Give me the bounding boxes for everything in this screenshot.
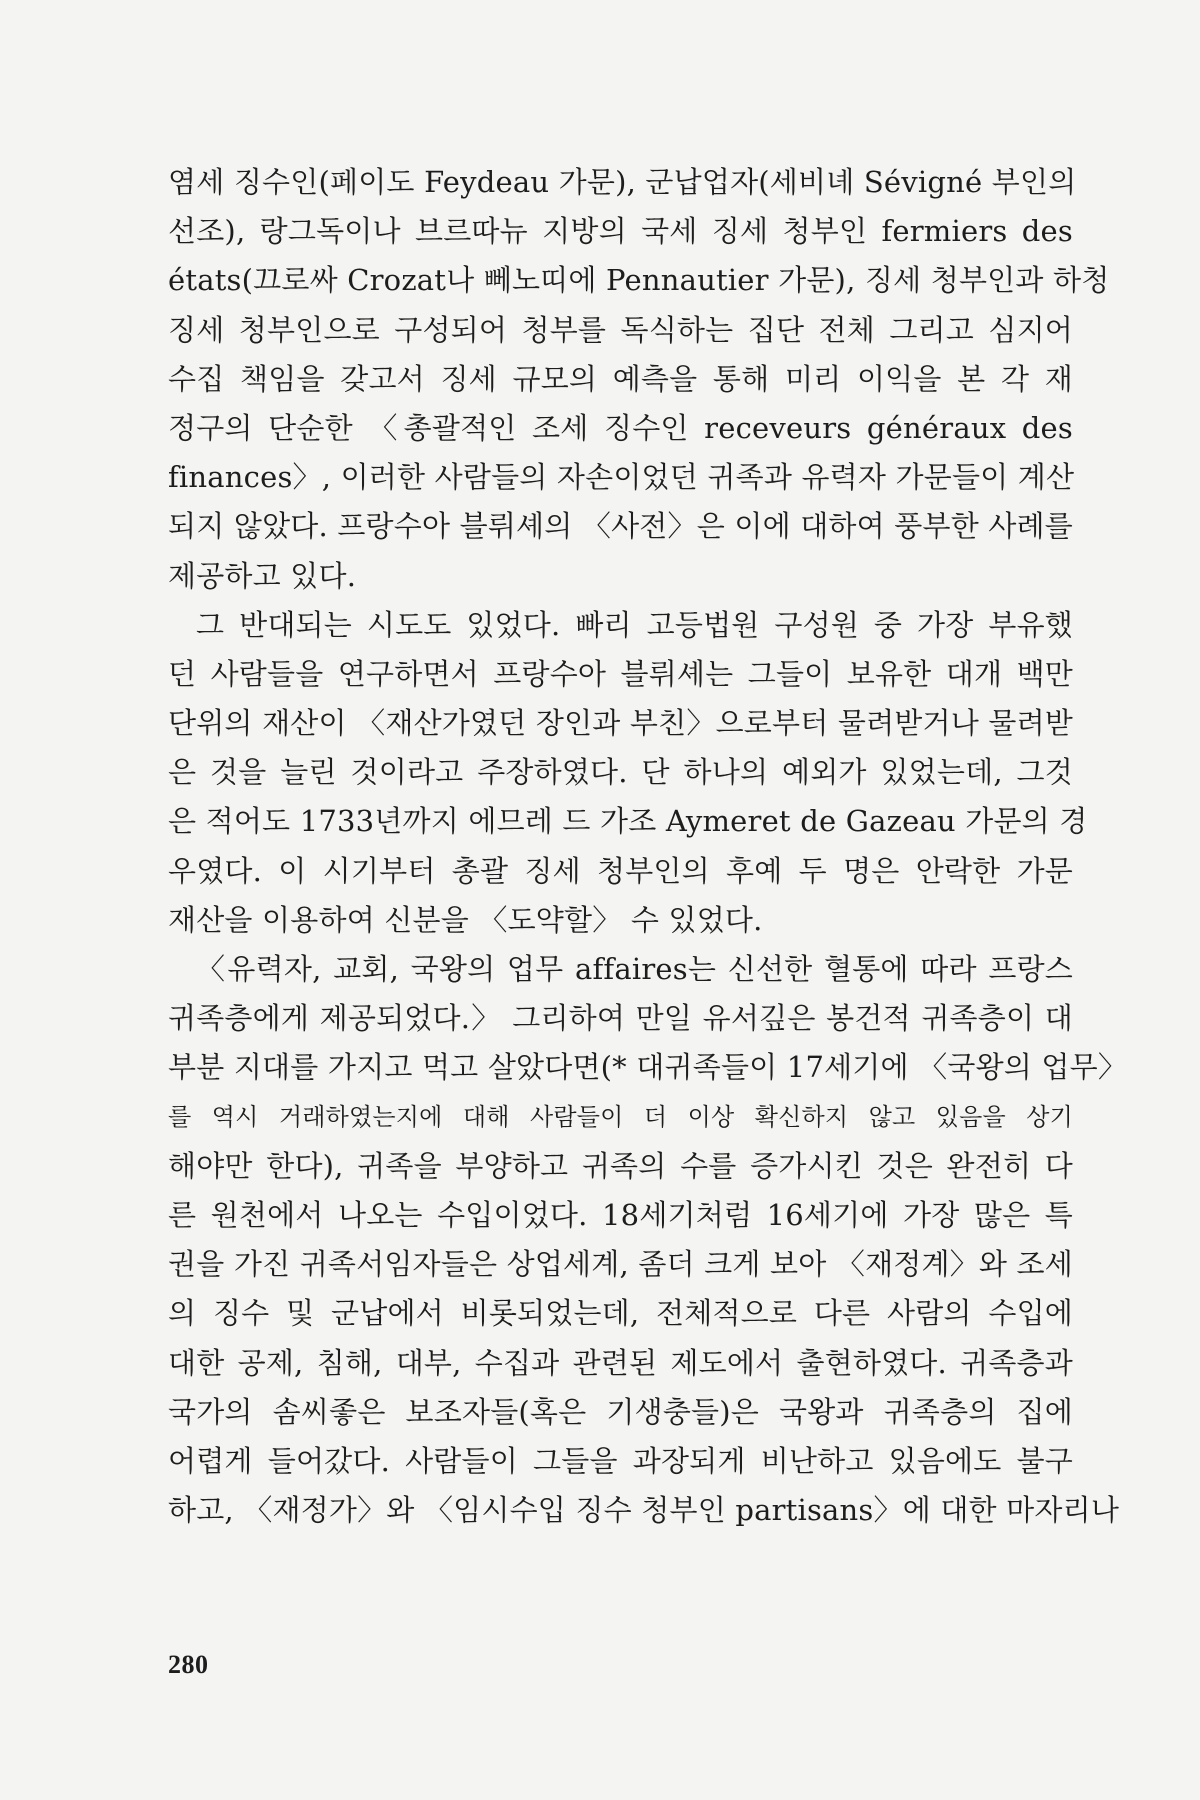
text-line: 우였다. 이 시기부터 총괄 징세 청부인의 후예 두 명은 안락한 가문 (168, 853, 1073, 888)
text-line: 그 반대되는 시도도 있었다. 빠리 고등법원 구성원 중 가장 부유했 (196, 607, 1073, 642)
text-line: 재산을 이용하여 신분을 〈도약할〉 수 있었다. (168, 902, 763, 937)
text-line: finances〉, 이러한 사람들의 자손이었던 귀족과 유력자 가문들이 계산 (168, 460, 1075, 495)
text-line: 징세 청부인으로 구성되어 청부를 독식하는 집단 전체 그리고 심지어 (168, 312, 1073, 347)
text-line: 의 징수 및 군납에서 비롯되었는데, 전체적으로 다른 사람의 수입에 (168, 1296, 1073, 1331)
text-line: 제공하고 있다. (168, 558, 357, 593)
body-text (168, 158, 1128, 1535)
text-line: 〈유력자, 교회, 국왕의 업무 affaires는 신선한 혈통에 따라 프랑스 (196, 952, 1073, 986)
text-line: 른 원천에서 나오는 수입이었다. 18세기처럼 16세기에 가장 많은 특 (168, 1197, 1073, 1232)
text-line: 정구의 단순한 〈총괄적인 조세 징수인 receveurs généraux des (168, 410, 1073, 445)
text-line: 선조), 랑그독이나 브르따뉴 지방의 국세 징세 청부인 fermiers des (168, 214, 1073, 249)
text-line: 하고, 〈재정가〉와 〈임시수입 징수 청부인 partisans〉에 대한 마자리나 (168, 1493, 1120, 1528)
footnote-line: 를 역시 거래하였는지에 대해 사람들이 더 이상 확신하지 않고 있음을 상기 (168, 1102, 1073, 1131)
text-line: 은 것을 늘린 것이라고 주장하였다. 단 하나의 예외가 있었는데, 그것 (168, 755, 1073, 790)
text-line: 염세 징수인(페이도 Feydeau 가문), 군납업자(세비녜 Sévigné 부인의 (168, 165, 1077, 199)
text-line: 대한 공제, 침해, 대부, 수집과 관련된 제도에서 출현하였다. 귀족층과 (168, 1345, 1073, 1380)
text-line: 은 적어도 1733년까지 에므레 드 가조 Aymeret de Gazeau 가문의 경 (168, 804, 1088, 839)
text-line: 권을 가진 귀족서임자들은 상업세계, 좀더 크게 보아 〈재정계〉와 조세 (168, 1247, 1073, 1282)
text-line: 국가의 솜씨좋은 보조자들(혹은 기생충들)은 국왕과 귀족층의 집에 (168, 1394, 1073, 1429)
text-line: 해야만 한다), 귀족을 부양하고 귀족의 수를 증가시킨 것은 완전히 다 (168, 1148, 1073, 1183)
text-line: 귀족층에게 제공되었다.〉 그리하여 만일 유서깊은 봉건적 귀족층이 대 (168, 1001, 1073, 1036)
text-line: 단위의 재산이 〈재산가였던 장인과 부친〉으로부터 물려받거나 물려받 (168, 706, 1073, 741)
page-number: 280 (168, 1650, 209, 1679)
text-line: 부분 지대를 가지고 먹고 살았다면(* 대귀족들이 17세기에 〈국왕의 업무〉 (168, 1050, 1128, 1085)
text-line: états(끄로싸 Crozat나 뻬노띠에 Pennautier 가문), 징세 청부인과 하청 (168, 263, 1110, 298)
text-line: 어렵게 들어갔다. 사람들이 그들을 과장되게 비난하고 있음에도 불구 (168, 1443, 1073, 1478)
text-line: 던 사람들을 연구하면서 프랑수아 블뤼셰는 그들이 보유한 대개 백만 (168, 656, 1073, 691)
text-line: 되지 않았다. 프랑수아 블뤼셰의 〈사전〉은 이에 대하여 풍부한 사례를 (168, 509, 1073, 544)
text-line: 수집 책임을 갖고서 징세 규모의 예측을 통해 미리 이익을 본 각 재 (168, 361, 1073, 396)
